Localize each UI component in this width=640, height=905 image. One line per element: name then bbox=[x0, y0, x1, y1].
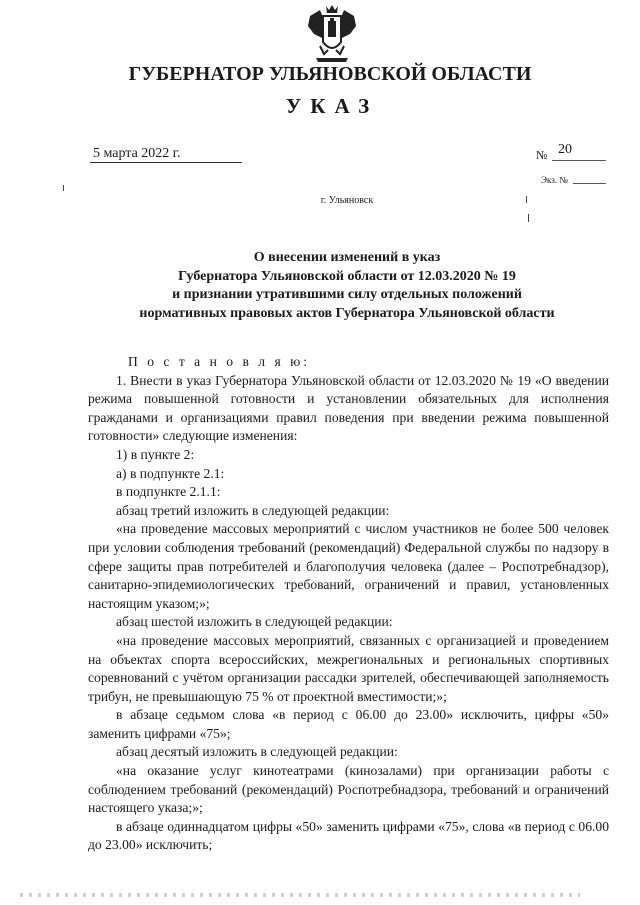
paragraph: 1) в пункте 2: bbox=[116, 446, 195, 462]
paragraph: в абзаце одиннадцатом цифры «50» заменить цифрами «75», слова «в период с 06.00 до 23.00» исключить; bbox=[88, 818, 609, 853]
scan-mark bbox=[526, 196, 527, 203]
document-type: УКАЗ bbox=[285, 94, 379, 118]
coat-of-arms-icon bbox=[306, 4, 358, 64]
document-title bbox=[0, 249, 640, 323]
paragraph: «на оказание услуг кинотеатрами (кинозалами) при организации работы с соблюдением требований (рекомендаций) Роспотребнадзора, требований и ограничений настоящего указа;»; bbox=[88, 763, 609, 816]
paragraph: 1. Внести в указ Губернатора Ульяновской области от 12.03.2020 № 19 «О введении режима повышенной готовности и установлении обязательных для исполнения гражданами и организациями правил поведения при введении режима повышенной готовности» следующие изменения: bbox=[88, 372, 609, 444]
date-underline bbox=[90, 162, 242, 163]
document-date: 5 марта 2022 г. bbox=[93, 146, 181, 161]
paragraph: «на проведение массовых мероприятий, связанных с организацией и проведением на объектах спорта всероссийских, межрегиональных и региональных спортивных соревнований с учётом организации рассадки зрителей, обеспечивающей заполняемость трибун, не превышающую 75 % от проектной вместимости;»; bbox=[88, 632, 609, 704]
title-line: О внесении изменений в указ bbox=[253, 250, 441, 265]
scan-mark bbox=[63, 185, 64, 191]
paragraph: абзац третий изложить в следующей редакции: bbox=[116, 502, 390, 518]
document-number: 20 bbox=[558, 142, 572, 157]
paragraph: «на проведение массовых мероприятий с числом участников не более 500 человек при условии соблюдения требований (рекомендаций) Федеральной службы по надзору в сфере защиты прав потребителей и благополучия человека (далее – Роспотребнадзор), санитарно-эпидемиологических требований, ограничений и правил, установленных настоящим указом;»; bbox=[88, 521, 609, 611]
paragraph: абзац десятый изложить в следующей редакции: bbox=[116, 744, 398, 760]
copy-number-label: Экз. № bbox=[541, 175, 568, 185]
paragraph: абзац шестой изложить в следующей редакции: bbox=[116, 614, 393, 630]
number-underline bbox=[552, 160, 606, 161]
document-body bbox=[88, 353, 609, 855]
paragraph: в абзаце седьмом слова «в период с 06.00 до 23.00» исключить, цифры «50» заменить цифрами «75»; bbox=[88, 707, 609, 741]
issuing-authority: ГУБЕРНАТОР УЛЬЯНОВСКОЙ ОБЛАСТИ bbox=[128, 63, 532, 85]
title-line: Губернатора Ульяновской области от 12.03.2020 № 19 bbox=[178, 268, 516, 284]
paragraph: а) в подпункте 2.1: bbox=[116, 465, 225, 481]
copy-number-underline bbox=[573, 183, 606, 184]
scan-mark bbox=[528, 214, 529, 222]
scan-artifact bbox=[20, 893, 580, 897]
number-label: № bbox=[536, 148, 548, 162]
title-line: и признании утратившими силу отдельных положений bbox=[172, 287, 522, 302]
title-line: нормативных правовых актов Губернатора Ульяновской области bbox=[139, 305, 555, 321]
issue-city: г. Ульяновск bbox=[320, 195, 374, 206]
decree-preamble: П о с т а н о в л я ю: bbox=[128, 354, 311, 369]
paragraph: в подпункте 2.1.1: bbox=[116, 484, 221, 500]
